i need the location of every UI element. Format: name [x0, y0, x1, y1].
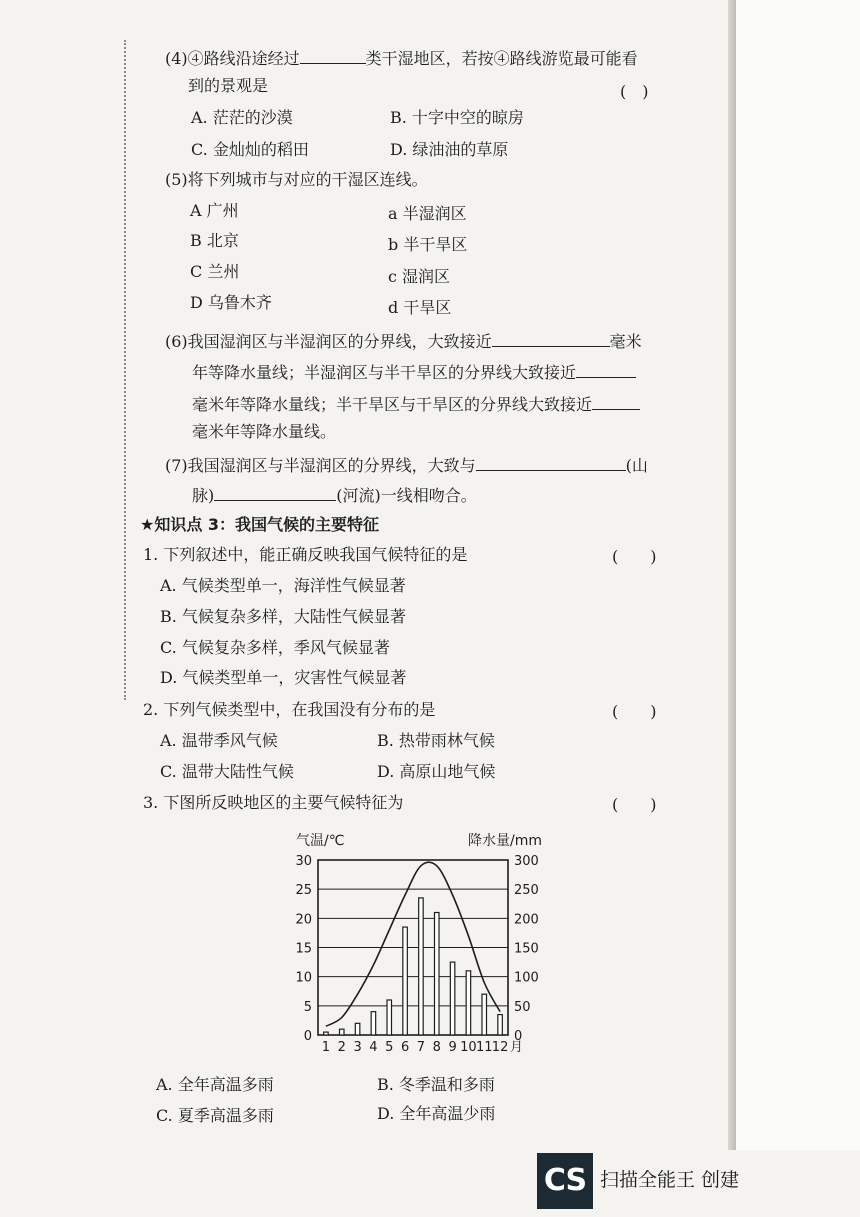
q6-line2 — [192, 362, 636, 383]
precip-bar-1 — [324, 1032, 329, 1035]
mc3-option-b[interactable]: B. 冬季温和多雨 — [377, 1075, 495, 1094]
mc2-stem: 2. 下列气候类型中，在我国没有分布的是 — [143, 700, 436, 719]
precip-tick-label: 100 — [514, 970, 539, 986]
q6-blank3[interactable] — [592, 394, 640, 410]
precip-bar-10 — [466, 971, 471, 1035]
precip-tick-label: 250 — [514, 883, 539, 899]
mc2-option-c[interactable]: C. 温带大陆性气候 — [160, 762, 294, 781]
q6-line1-unit: 毫米 — [609, 332, 642, 351]
q5-stem: (5)将下列城市与对应的干湿区连线。 — [165, 170, 428, 189]
precip-bar-2 — [340, 1029, 345, 1035]
q4-option-a[interactable]: A. 茫茫的沙漠 — [191, 108, 293, 127]
q5-city-d[interactable]: D 乌鲁木齐 — [190, 293, 272, 312]
q4-answer-paren[interactable]: ( ) — [620, 82, 649, 101]
precip-bar-7 — [419, 898, 424, 1035]
mc2-answer-paren[interactable]: ( ) — [612, 702, 657, 721]
precip-bar-6 — [403, 927, 408, 1035]
temp-tick-label: 15 — [295, 941, 312, 957]
mc3-option-d[interactable]: D. 全年高温少雨 — [377, 1104, 496, 1123]
q7-line2-text: (河流)一线相吻合。 — [336, 486, 477, 505]
mc1-answer-paren[interactable]: ( ) — [612, 547, 657, 566]
mc1-option-c[interactable]: C. 气候复杂多样，季风气候显著 — [160, 638, 390, 657]
temperature-curve — [326, 862, 500, 1026]
month-label-3: 3 — [353, 1040, 362, 1055]
month-label-7: 7 — [416, 1040, 426, 1055]
temp-tick-label: 20 — [295, 912, 312, 928]
mc2-option-d[interactable]: D. 高原山地气候 — [377, 762, 496, 781]
q4-stem-line1 — [165, 48, 638, 69]
temp-tick-label: 25 — [295, 883, 312, 899]
precip-tick-label: 50 — [514, 999, 531, 1015]
q5-zone-c[interactable]: c 湿润区 — [388, 267, 451, 286]
q5-zone-a[interactable]: a 半湿润区 — [388, 204, 467, 223]
left-axis-label: 气温/℃ — [296, 833, 345, 849]
q5-city-c[interactable]: C 兰州 — [190, 262, 240, 281]
precip-bar-11 — [482, 994, 487, 1035]
q4-option-b[interactable]: B. 十字中空的晾房 — [390, 108, 524, 127]
q6-blank2[interactable] — [576, 362, 636, 378]
precip-bar-12 — [498, 1015, 503, 1035]
q7-blank1[interactable] — [476, 455, 626, 471]
binding-margin — [124, 40, 126, 700]
month-label-2: 2 — [337, 1040, 346, 1055]
mc3-answer-paren[interactable]: ( ) — [612, 795, 657, 814]
q6-line3-text: 毫米年等降水量线；半干旱区与干旱区的分界线大致接近 — [192, 395, 593, 414]
q7-blank2[interactable] — [214, 485, 336, 501]
q4-option-d[interactable]: D. 绿油油的草原 — [390, 140, 509, 159]
q7-line2 — [192, 485, 477, 506]
q6-line1-text: (6)我国湿润区与半湿润区的分界线，大致接近 — [165, 332, 492, 351]
mc1-option-b[interactable]: B. 气候复杂多样，大陆性气候显著 — [160, 607, 406, 626]
q4-option-c[interactable]: C. 金灿灿的稻田 — [191, 140, 309, 159]
q4-stem-part2: 类干湿地区，若按④路线游览最可能看 — [365, 49, 638, 68]
q6-line2-text: 年等降水量线；半湿润区与半干旱区的分界线大致接近 — [192, 363, 577, 382]
q4-stem-line2: 到的景观是 — [188, 76, 269, 95]
mc3-stem: 3. 下图所反映地区的主要气候特征为 — [143, 793, 404, 812]
precip-bar-9 — [450, 962, 455, 1035]
page-edge-strip — [736, 0, 860, 1150]
q6-line3 — [192, 394, 640, 415]
precip-tick-label: 300 — [514, 854, 539, 869]
precip-tick-label: 200 — [514, 912, 539, 928]
right-axis-label: 降水量/mm — [468, 833, 542, 849]
q4-blank[interactable] — [300, 48, 366, 64]
q5-zone-b[interactable]: b 半干旱区 — [388, 235, 468, 254]
q5-city-b[interactable]: B 北京 — [190, 231, 239, 250]
mc2-option-a[interactable]: A. 温带季风气候 — [160, 731, 278, 750]
q6-line1 — [165, 331, 642, 352]
chart-grid — [318, 860, 508, 1035]
climate-chart — [280, 825, 560, 1055]
q6-line4: 毫米年等降水量线。 — [192, 422, 337, 441]
month-label-12: 12 — [491, 1040, 509, 1055]
mc3-option-a[interactable]: A. 全年高温多雨 — [156, 1075, 274, 1094]
month-label-1: 1 — [321, 1040, 331, 1055]
month-label-6: 6 — [400, 1040, 410, 1055]
month-label-5: 5 — [385, 1040, 394, 1055]
month-unit-label: 月 — [510, 1040, 524, 1055]
mc2-option-b[interactable]: B. 热带雨林气候 — [377, 731, 495, 750]
mc1-option-a[interactable]: A. 气候类型单一，海洋性气候显著 — [160, 576, 406, 595]
temp-tick-label: 5 — [303, 999, 312, 1015]
precip-bar-4 — [371, 1012, 376, 1035]
q4-stem-part1: (4)④路线沿途经过 — [165, 49, 300, 68]
mc1-option-d[interactable]: D. 气候类型单一，灾害性气候显著 — [160, 668, 407, 687]
month-label-10: 10 — [460, 1040, 477, 1055]
q5-zone-d[interactable]: d 干旱区 — [388, 298, 452, 317]
precip-tick-label: 150 — [514, 941, 539, 957]
precip-tick-label: 0 — [514, 1029, 523, 1044]
month-label-8: 8 — [432, 1040, 441, 1055]
mc1-stem: 1. 下列叙述中，能正确反映我国气候特征的是 — [143, 545, 468, 564]
mc3-option-c[interactable]: C. 夏季高温多雨 — [156, 1106, 274, 1125]
precip-bar-3 — [355, 1023, 360, 1035]
precip-bar-5 — [387, 1000, 392, 1035]
q7-line2-start: 脉) — [192, 486, 215, 505]
precip-bar-8 — [435, 913, 440, 1036]
month-label-9: 9 — [448, 1040, 457, 1055]
q6-blank1[interactable] — [492, 331, 610, 347]
q7-line1 — [165, 455, 648, 476]
page-edge-shadow — [728, 0, 736, 1150]
camscanner-caption: 扫描全能王 创建 — [600, 1169, 740, 1191]
q5-city-a[interactable]: A 广州 — [190, 201, 239, 220]
camscanner-logo: CS — [537, 1153, 593, 1209]
section-3-heading: ★知识点 3：我国气候的主要特征 — [140, 515, 380, 534]
q7-line1-text: (7)我国湿润区与半湿润区的分界线，大致与 — [165, 456, 476, 475]
month-label-11: 11 — [475, 1040, 493, 1055]
q7-line1-end: (山 — [625, 456, 648, 475]
temp-tick-label: 10 — [295, 970, 312, 986]
temp-tick-label: 0 — [303, 1029, 312, 1044]
temperature-line — [326, 862, 500, 1026]
temp-tick-label: 30 — [295, 854, 312, 869]
month-label-4: 4 — [369, 1040, 378, 1055]
